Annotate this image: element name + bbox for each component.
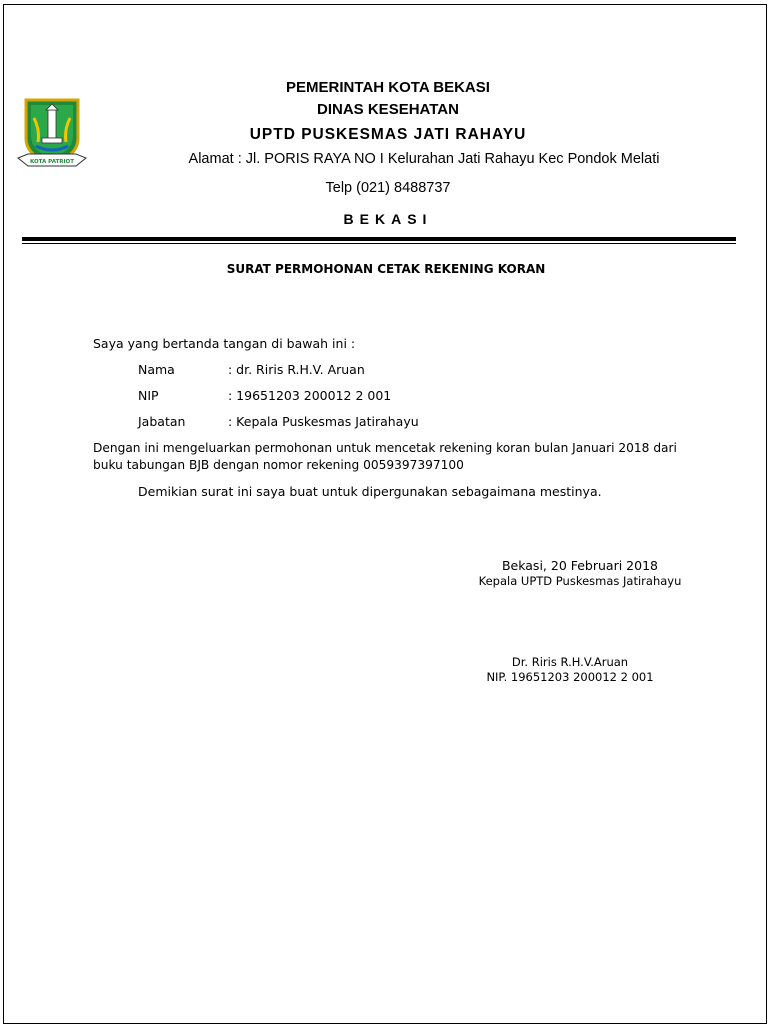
signature-name: Dr. Riris R.H.V.Aruan: [511, 655, 629, 669]
kop-institution: UPTD PUSKESMAS JATI RAHAYU: [249, 126, 527, 143]
kop-government: PEMERINTAH KOTA BEKASI: [286, 79, 490, 96]
header-divider-thick: [22, 237, 736, 241]
logo-ribbon-text: KOTA PATRIOT: [29, 159, 75, 165]
letter-subject: SURAT PERMOHONAN CETAK REKENING KORAN: [226, 262, 546, 276]
kop-phone: Telp (021) 8488737: [325, 180, 451, 196]
letter-body-line-2: buku tabungan BJB dengan nomor rekening 0059397397100: [93, 458, 464, 472]
letter-body-line-1: Dengan ini mengeluarkan permohonan untuk mencetak rekening koran bulan Januari 2018 dari: [93, 441, 677, 455]
signature-nip: NIP. 19651203 200012 2 001: [486, 670, 654, 684]
field-value-jabatan: : Kepala Puskesmas Jatirahayu: [228, 414, 419, 429]
kop-address: Alamat : Jl. PORIS RAYA NO I Kelurahan Jati Rahayu Kec Pondok Melati: [188, 151, 660, 167]
signature-place-date: Bekasi, 20 Februari 2018: [501, 558, 658, 573]
header-divider-thin: [22, 243, 736, 244]
letter-opening: Saya yang bertanda tangan di bawah ini :: [93, 336, 356, 351]
field-label-nama: Nama: [138, 362, 175, 377]
kop-department: DINAS KESEHATAN: [317, 101, 459, 118]
signature-position: Kepala UPTD Puskesmas Jatirahayu: [478, 574, 682, 588]
letter-closing: Demikian surat ini saya buat untuk dipergunakan sebagaimana mestinya.: [138, 484, 602, 499]
field-value-nip: : 19651203 200012 2 001: [228, 388, 392, 403]
kop-city: BEKASI: [343, 211, 433, 227]
field-label-jabatan: Jabatan: [138, 414, 186, 429]
field-value-nama: : dr. Riris R.H.V. Aruan: [228, 362, 365, 377]
field-label-nip: NIP: [138, 388, 159, 403]
